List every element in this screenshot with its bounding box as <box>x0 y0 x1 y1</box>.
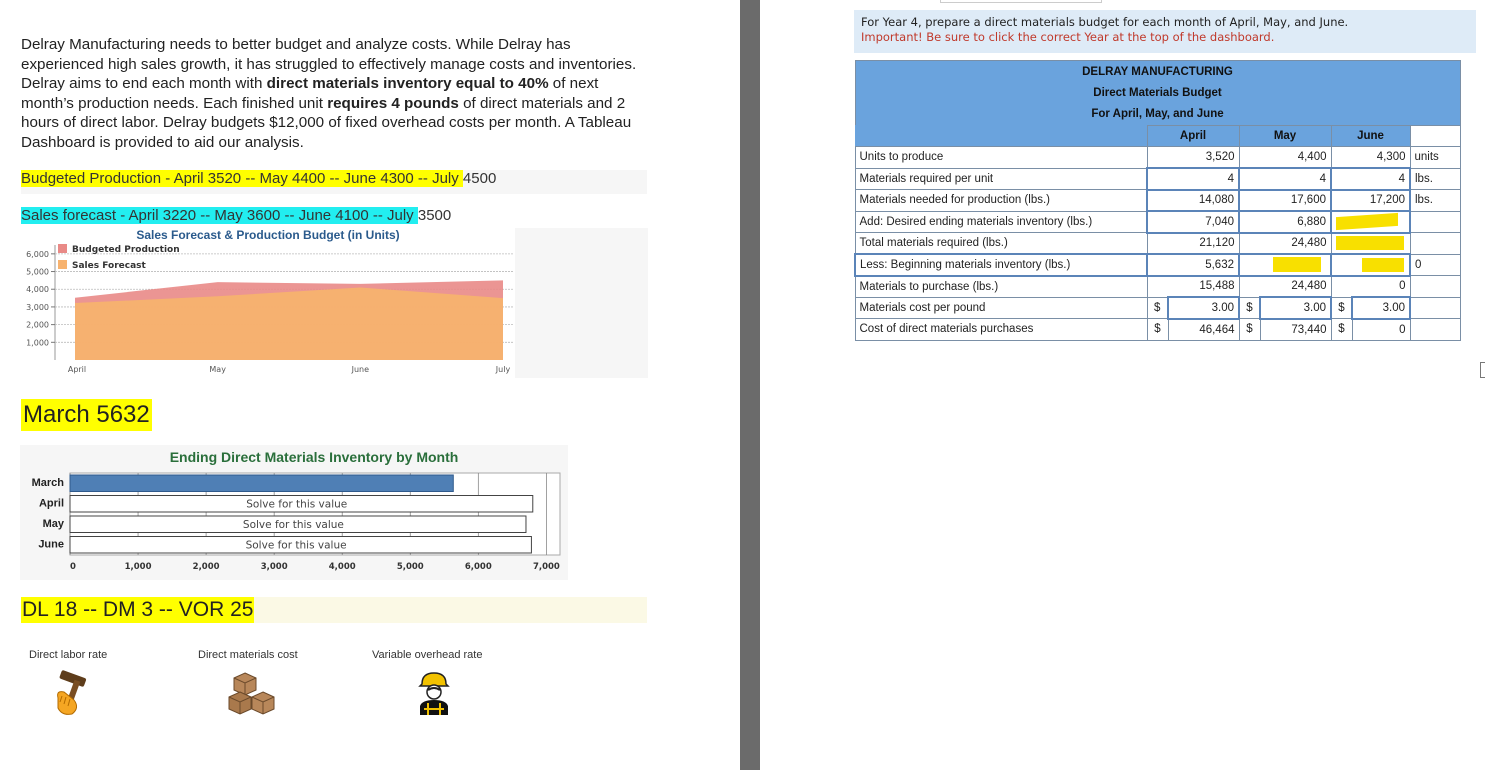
input-april-materials-needed[interactable]: 14,080 <box>1147 190 1239 212</box>
x-tick-label: May <box>209 365 226 374</box>
top-tab-edge <box>940 0 1102 3</box>
budget-title: Direct Materials Budget <box>855 82 1460 104</box>
x-tick-label: 3,000 <box>260 562 288 572</box>
worker-icon[interactable] <box>414 670 464 720</box>
input-may-beginning-inventory[interactable] <box>1239 254 1331 276</box>
sales-production-chart <box>20 225 515 380</box>
input-may-materials-per-unit[interactable]: 4 <box>1239 168 1331 190</box>
legend-swatch-sales <box>58 260 67 269</box>
input-may-ending-inventory[interactable]: 6,880 <box>1239 211 1331 233</box>
boxes-icon[interactable] <box>228 670 278 720</box>
x-tick-label: 7,000 <box>532 562 560 572</box>
variable-overhead-rate-label: Variable overhead rate <box>372 649 483 661</box>
budgeted-production-line: Budgeted Production - April 3520 -- May 4400 -- June 4300 -- July 4500 <box>21 170 497 187</box>
highlighter-mark <box>1273 257 1321 272</box>
intro-paragraph: Delray Manufacturing needs to better budget and analyze costs. While Delray has experienced high sales growth, it has struggled to effectively manage costs and inventories. Delray aims to end each month with direct materials inventory equal to 40% of next month’s production needs. Each finished unit requires 4 pounds of direct materials and 2 hours of direct labor. Delray budgets $12,000 of fixed overhead costs per month. A Tableau Dashboard is provided to aid our analysis. <box>21 36 637 151</box>
header-june: June <box>1331 125 1410 147</box>
budget-period: For April, May, and June <box>855 104 1460 126</box>
x-tick-label: July <box>495 365 511 374</box>
input-may-materials-needed[interactable]: 17,600 <box>1239 190 1331 212</box>
input-june-beginning-inventory[interactable] <box>1331 254 1410 276</box>
bar-march <box>70 475 453 492</box>
y-tick-label: 1,000 <box>26 338 49 348</box>
ending-inventory-chart <box>20 445 565 580</box>
x-tick-label: April <box>67 365 87 374</box>
x-tick-label: 5,000 <box>396 562 424 572</box>
direct-materials-cost-label: Direct materials cost <box>198 649 298 661</box>
y-tick-label: 2,000 <box>26 320 49 330</box>
table-row: Total materials required (lbs.) 21,120 24,480 <box>855 233 1460 255</box>
table-row: Less: Beginning materials inventory (lbs.) 5,632 0 <box>855 254 1460 276</box>
hammer-icon[interactable] <box>50 670 100 720</box>
input-april-materials-per-unit[interactable]: 4 <box>1147 168 1239 190</box>
legend-budgeted-production: Budgeted Production <box>72 245 180 255</box>
panel-divider[interactable] <box>740 0 760 770</box>
highlighter-mark <box>1362 258 1404 272</box>
x-tick-label: 6,000 <box>464 562 492 572</box>
x-tick-label: 4,000 <box>328 562 356 572</box>
input-june-materials-per-unit[interactable]: 4 <box>1331 168 1410 190</box>
scroll-handle[interactable] <box>1480 362 1485 378</box>
category-label: March <box>31 477 64 489</box>
legend-sales-forecast: Sales Forecast <box>72 261 146 271</box>
table-row: Add: Desired ending materials inventory (lbs.) 7,040 6,880 <box>855 211 1460 233</box>
highlighter-mark <box>1336 236 1404 250</box>
x-tick-label: June <box>351 365 370 374</box>
table-row: Materials to purchase (lbs.) 15,488 24,480 0 <box>855 276 1460 298</box>
question-panel <box>760 0 1485 770</box>
company-name: DELRAY MANUFACTURING <box>855 61 1460 83</box>
rates-band <box>21 597 647 623</box>
chart2-title: Ending Direct Materials Inventory by Month <box>169 449 459 465</box>
input-june-ending-inventory[interactable] <box>1331 211 1410 233</box>
header-april: April <box>1147 125 1239 147</box>
table-row: Materials required per unit 4 4 4 lbs. <box>855 168 1460 190</box>
bar-value-label: Solve for this value <box>245 539 347 552</box>
category-label: May <box>42 518 64 530</box>
input-june-cost-per-pound[interactable]: 3.00 <box>1352 297 1410 319</box>
dashboard-panel <box>0 0 740 770</box>
input-may-cost-per-pound[interactable]: 3.00 <box>1260 297 1331 319</box>
x-tick-label: 0 <box>70 562 76 572</box>
header-unit-blank <box>1410 125 1460 147</box>
highlighter-mark <box>1336 213 1398 230</box>
rates-label: DL 18 -- DM 3 -- VOR 25 <box>22 598 254 621</box>
chart-title: Sales Forecast & Production Budget (in Units) <box>136 228 400 242</box>
category-label: April <box>38 497 64 510</box>
legend-swatch-budgeted <box>58 244 67 253</box>
x-tick-label: 1,000 <box>124 562 152 572</box>
input-april-ending-inventory[interactable]: 7,040 <box>1147 211 1239 233</box>
x-tick-label: 2,000 <box>192 562 220 572</box>
y-tick-label: 3,000 <box>26 302 49 312</box>
table-row: Materials needed for production (lbs.) 14,080 17,600 17,200 lbs. <box>855 190 1460 212</box>
y-tick-label: 4,000 <box>26 285 49 295</box>
bar-value-label: Solve for this value <box>246 498 348 511</box>
category-label: June <box>38 538 64 551</box>
sales-forecast-line: Sales forecast - April 3220 -- May 3600 -- June 4100 -- July 3500 <box>21 207 452 224</box>
task-instructions: For Year 4, prepare a direct materials budget for each month of April, May, and June. Important! Be sure to click the correct Year at the top of the dashboard. <box>854 10 1476 53</box>
input-april-beginning-inventory[interactable]: 5,632 <box>1147 254 1239 276</box>
input-april-cost-per-pound[interactable]: 3.00 <box>1168 297 1239 319</box>
y-tick-label: 6,000 <box>26 249 49 259</box>
y-tick-label: 5,000 <box>26 267 49 277</box>
direct-labor-rate-label: Direct labor rate <box>29 649 108 661</box>
june-total-required <box>1331 233 1410 255</box>
direct-materials-budget-table <box>854 60 1461 341</box>
bar-value-label: Solve for this value <box>242 519 344 531</box>
table-row: Cost of direct materials purchases $ 46,464 $ 73,440 $ 0 <box>855 319 1460 341</box>
table-row: Units to produce 3,520 4,400 4,300 units <box>855 147 1460 169</box>
march-inventory-label: March 5632 <box>21 399 152 431</box>
header-may: May <box>1239 125 1331 147</box>
input-june-materials-needed[interactable]: 17,200 <box>1331 190 1410 212</box>
header-blank <box>855 125 1147 147</box>
table-row: Materials cost per pound $ 3.00 $ 3.00 $ 3.00 <box>855 297 1460 319</box>
